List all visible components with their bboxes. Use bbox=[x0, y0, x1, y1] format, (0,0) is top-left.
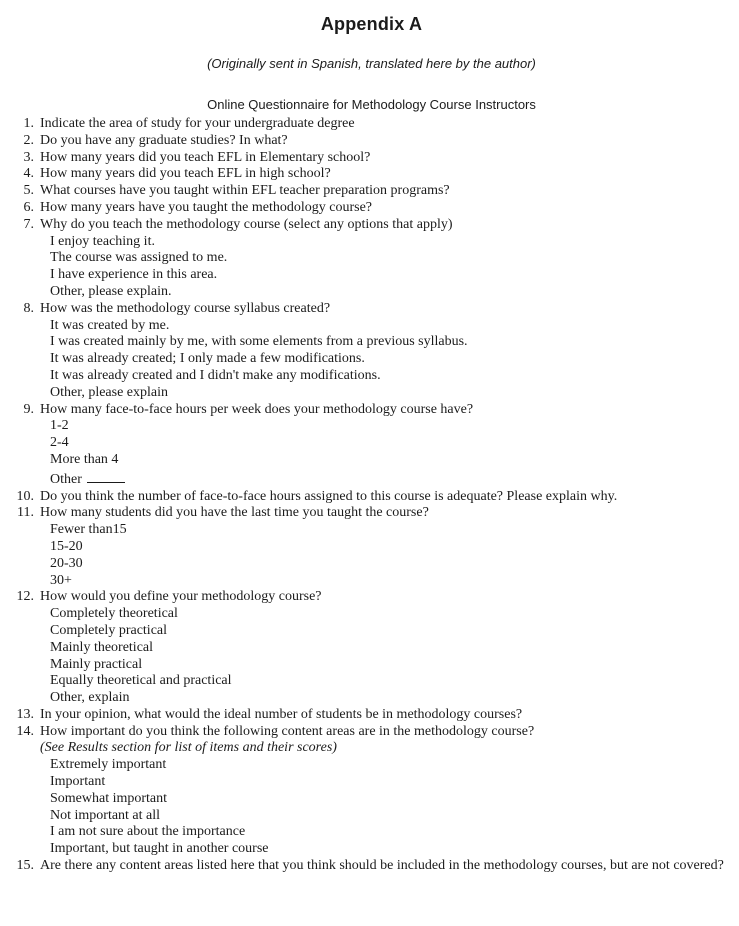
option-item: Other, please explain bbox=[50, 384, 169, 400]
option-item: I have experience in this area. bbox=[50, 267, 218, 283]
question-text: Do you have any graduate studies? In what? bbox=[40, 132, 288, 148]
question-body bbox=[40, 200, 731, 217]
option-item: Mainly practical bbox=[50, 656, 143, 672]
question-number: 11. bbox=[17, 505, 34, 521]
question-body bbox=[40, 402, 731, 489]
question-item bbox=[12, 489, 731, 506]
option-item: I was created mainly by me, with some elements from a previous syllabus. bbox=[50, 334, 468, 350]
option-item: Other, explain bbox=[50, 690, 130, 706]
question-text: How many face-to-face hours per week does your methodology course have? bbox=[40, 401, 474, 417]
question-text: How would you define your methodology course? bbox=[40, 589, 322, 605]
question-text: How many students did you have the last time you taught the course? bbox=[40, 505, 429, 521]
option-item: It was already created and I didn't make any modifications. bbox=[50, 367, 381, 383]
option-item: Not important at all bbox=[50, 807, 161, 823]
option-item: Important bbox=[50, 774, 106, 790]
question-item bbox=[12, 589, 731, 707]
option-label: Other bbox=[50, 471, 82, 487]
question-text: How important do you think the following content areas are in the methodology course? bbox=[40, 723, 535, 739]
question-body bbox=[40, 489, 731, 506]
question-list bbox=[12, 116, 731, 875]
question-item bbox=[12, 183, 731, 200]
question-number: 14. bbox=[16, 723, 34, 739]
section-heading: Online Questionnaire for Methodology Course Instructors bbox=[207, 97, 536, 112]
option-item: Important, but taught in another course bbox=[50, 841, 269, 857]
option-item: 15-20 bbox=[50, 538, 83, 554]
question-body bbox=[40, 183, 731, 200]
question-item bbox=[12, 707, 731, 724]
question-body bbox=[40, 166, 731, 183]
question-text: How was the methodology course syllabus created? bbox=[40, 300, 331, 316]
question-number: 6. bbox=[23, 199, 34, 215]
option-item: Other, please explain. bbox=[50, 283, 172, 299]
option-item: It was created by me. bbox=[50, 317, 170, 333]
question-item bbox=[12, 116, 731, 133]
question-number: 1. bbox=[23, 116, 34, 131]
option-item: The course was assigned to me. bbox=[50, 250, 228, 266]
question-item bbox=[12, 166, 731, 183]
question-number: 15. bbox=[16, 858, 34, 874]
question-body bbox=[40, 150, 731, 167]
question-item bbox=[12, 133, 731, 150]
question-number: 9. bbox=[23, 401, 34, 417]
option-item: Mainly theoretical bbox=[50, 639, 154, 655]
question-text: Indicate the area of study for your undergraduate degree bbox=[40, 116, 355, 131]
option-item: 20-30 bbox=[50, 555, 83, 571]
question-body bbox=[40, 217, 731, 301]
question-body bbox=[40, 724, 731, 858]
question-item bbox=[12, 505, 731, 589]
option-item: 1-2 bbox=[50, 418, 69, 434]
question-number: 10. bbox=[16, 488, 34, 504]
question-text: How many years did you teach EFL in high school? bbox=[40, 166, 331, 182]
question-text: In your opinion, what would the ideal number of students be in methodology courses? bbox=[40, 706, 523, 722]
question-body bbox=[40, 116, 731, 133]
option-item: Fewer than15 bbox=[50, 522, 127, 538]
question-text: How many years have you taught the methodology course? bbox=[40, 199, 373, 215]
option-item: I enjoy teaching it. bbox=[50, 233, 155, 249]
option-item: Equally theoretical and practical bbox=[50, 673, 232, 689]
question-item bbox=[12, 150, 731, 167]
option-item: 30+ bbox=[50, 572, 72, 588]
option-item: Completely theoretical bbox=[50, 606, 178, 622]
question-number: 5. bbox=[23, 183, 34, 199]
option-item: I am not sure about the importance bbox=[50, 824, 246, 840]
question-number: 8. bbox=[23, 300, 34, 316]
option-item: Completely practical bbox=[50, 622, 168, 638]
question-body bbox=[40, 133, 731, 150]
page-subtitle: (Originally sent in Spanish, translated here by the author) bbox=[207, 56, 536, 71]
question-number: 13. bbox=[16, 706, 34, 722]
question-number: 2. bbox=[23, 132, 34, 148]
question-text: How many years did you teach EFL in Elementary school? bbox=[40, 149, 371, 165]
question-body bbox=[40, 707, 731, 724]
question-item bbox=[12, 858, 731, 875]
fill-in-blank-line bbox=[87, 469, 125, 483]
question-text: Are there any content areas listed here that you think should be included in the methodology courses, but are not covered? bbox=[40, 858, 724, 874]
question-item bbox=[12, 301, 731, 402]
option-item: Somewhat important bbox=[50, 790, 168, 806]
question-number: 12. bbox=[16, 589, 34, 605]
document-page bbox=[0, 13, 739, 875]
question-item bbox=[12, 200, 731, 217]
option-item bbox=[50, 469, 731, 489]
page-title: Appendix A bbox=[320, 14, 423, 34]
question-body bbox=[40, 589, 731, 707]
question-body bbox=[40, 505, 731, 589]
question-note: (See Results section for list of items and their scores) bbox=[40, 740, 337, 756]
option-item: 2-4 bbox=[50, 435, 69, 451]
option-item: It was already created; I only made a few modifications. bbox=[50, 351, 365, 367]
question-number: 7. bbox=[23, 216, 34, 232]
question-item bbox=[12, 217, 731, 301]
question-body bbox=[40, 301, 731, 402]
option-item: More than 4 bbox=[50, 451, 119, 467]
question-item bbox=[12, 724, 731, 858]
question-item bbox=[12, 402, 731, 489]
question-text: Why do you teach the methodology course (select any options that apply) bbox=[40, 216, 453, 232]
question-number: 3. bbox=[23, 149, 34, 165]
option-item: Extremely important bbox=[50, 757, 167, 773]
question-body bbox=[40, 858, 731, 875]
question-text: Do you think the number of face-to-face hours assigned to this course is adequate? Please explain why. bbox=[40, 488, 618, 504]
question-number: 4. bbox=[23, 166, 34, 182]
question-text: What courses have you taught within EFL teacher preparation programs? bbox=[40, 183, 450, 199]
